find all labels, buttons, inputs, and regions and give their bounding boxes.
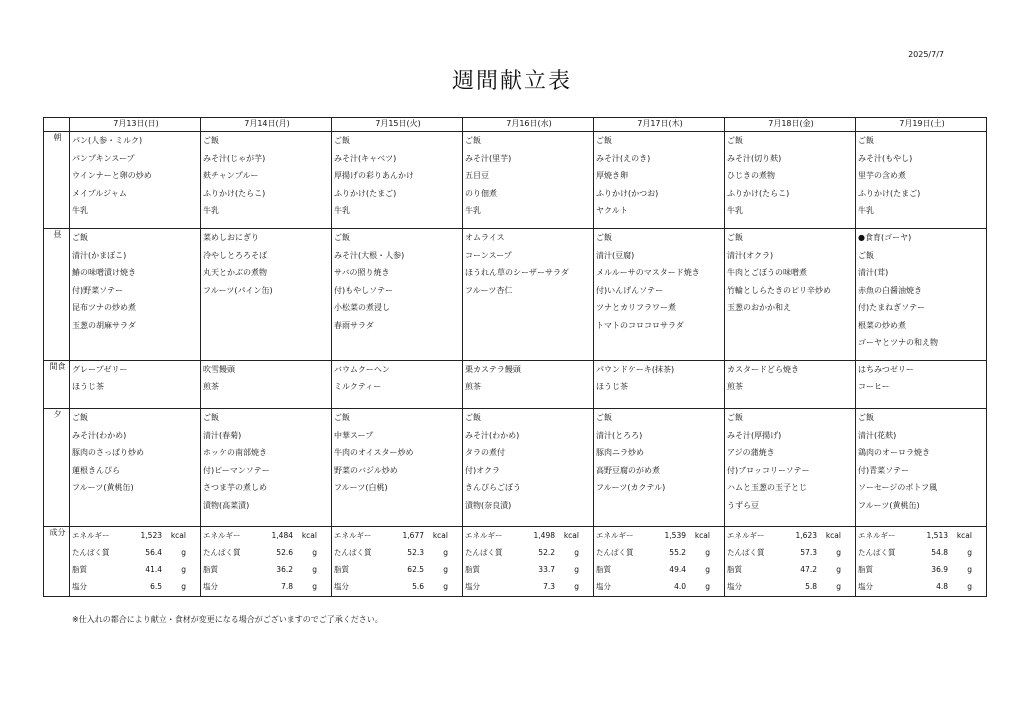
menu-item: 吹雪饅頭 — [203, 364, 235, 374]
menu-item: 五目豆 — [465, 171, 489, 180]
menu-item: 牛乳 — [72, 206, 88, 215]
nutrition-cell — [594, 526, 725, 596]
meal-row-snack — [44, 360, 987, 408]
menu-item: 牛乳 — [334, 206, 350, 215]
meal-label: 間食 — [44, 360, 70, 408]
nutrient-line — [465, 561, 593, 578]
nutrient-unit: kcal — [956, 530, 972, 540]
nutrient-name: 塩分 — [727, 581, 742, 591]
nutrient-line — [858, 527, 986, 544]
meal-label: 昼 — [44, 229, 70, 361]
menu-item: ご飯 — [858, 413, 874, 423]
nutrient-value: 5.8 — [805, 581, 817, 591]
nutrient-line — [858, 578, 986, 595]
nutrient-unit: kcal — [432, 530, 448, 540]
nutrient-unit: g — [574, 547, 579, 557]
nutrient-unit: g — [574, 564, 579, 574]
menu-item: ご飯 — [727, 413, 743, 423]
menu-cell — [70, 229, 201, 361]
menu-cell — [856, 409, 987, 527]
menu-item: 付)オクラ — [465, 465, 500, 475]
nutrition-row — [44, 526, 987, 596]
day-header: 7月19日(土) — [856, 118, 987, 132]
nutrient-unit: g — [312, 547, 317, 557]
menu-item: 付)もやしソテー — [334, 285, 394, 295]
menu-item: 漬物(奈良漬) — [465, 500, 512, 510]
document-date: 2025/7/7 — [908, 50, 944, 59]
nutrient-value: 4.8 — [936, 581, 948, 591]
menu-item: ご飯 — [465, 136, 481, 145]
menu-item: みそ汁(大根・人参) — [334, 250, 405, 260]
menu-item: フルーツ(黄桃缶) — [72, 483, 134, 493]
nutrient-line — [727, 544, 855, 561]
nutrient-line — [465, 578, 593, 595]
nutrient-name: エネルギー — [596, 530, 634, 540]
nutrient-value: 54.8 — [931, 547, 948, 557]
menu-item: バウムクーヘン — [334, 364, 390, 374]
nutrient-unit: g — [312, 581, 317, 591]
menu-item: ご飯 — [858, 136, 874, 145]
nutrient-value: 1,513 — [926, 530, 948, 540]
nutrient-line — [203, 544, 331, 561]
nutrition-cell — [463, 526, 594, 596]
menu-item: 清汁(とろろ) — [596, 430, 643, 440]
menu-item: のり佃煮 — [465, 188, 497, 198]
menu-item: 根菜の炒め煮 — [858, 320, 906, 330]
nutrient-line — [596, 561, 724, 578]
menu-item: 栗カステラ饅頭 — [465, 364, 521, 374]
menu-item: 付)ピーマンソテー — [203, 465, 270, 475]
menu-item: 牛肉のオイスター炒め — [334, 448, 414, 458]
nutrient-unit: g — [443, 581, 448, 591]
menu-item: フルーツ(カクテル) — [596, 483, 666, 493]
menu-cell — [725, 360, 856, 408]
nutrient-name: エネルギー — [203, 530, 241, 540]
nutrient-unit: g — [836, 564, 841, 574]
menu-item: ご飯 — [727, 233, 743, 243]
nutrient-value: 1,623 — [795, 530, 817, 540]
menu-item: さつま芋の煮しめ — [203, 483, 267, 493]
menu-item: 竹輪としらたきのピリ辛炒め — [727, 285, 831, 295]
nutrient-name: 脂質 — [465, 564, 480, 574]
nutrient-value: 1,498 — [533, 530, 555, 540]
nutrient-value: 1,484 — [271, 530, 293, 540]
menu-item: 鶏肉のオーロラ焼き — [858, 448, 930, 458]
nutrient-value: 55.2 — [669, 547, 686, 557]
menu-item: 清汁(春菊) — [203, 430, 242, 440]
menu-cell — [332, 132, 463, 229]
menu-item: ほうじ茶 — [596, 382, 628, 392]
menu-item: ご飯 — [203, 413, 219, 423]
menu-item: ふりかけ(たまご) — [858, 188, 921, 198]
meal-row-breakfast — [44, 132, 987, 229]
menu-item: 豚肉のさっぱり炒め — [72, 448, 144, 458]
menu-item: 付)青菜ソテー — [858, 465, 910, 475]
day-header: 7月17日(木) — [594, 118, 725, 132]
menu-cell — [725, 229, 856, 361]
nutrient-line — [334, 561, 462, 578]
nutrient-line — [334, 544, 462, 561]
menu-item: グレープゼリー — [72, 364, 128, 374]
day-header: 7月15日(火) — [332, 118, 463, 132]
nutrient-unit: g — [181, 547, 186, 557]
menu-item: ゴーヤとツナの和え物 — [858, 338, 938, 348]
menu-item: パン(人参・ミルク) — [72, 136, 143, 145]
menu-item: 蓮根きんぴら — [72, 465, 120, 475]
menu-item: カスタードどら焼き — [727, 364, 799, 374]
nutrient-value: 52.3 — [407, 547, 424, 557]
nutrient-name: たんぱく質 — [72, 547, 110, 557]
menu-item: 漬物(高菜漬) — [203, 500, 250, 510]
menu-item: 小松菜の煮浸し — [334, 303, 390, 313]
menu-item: 煎茶 — [465, 382, 481, 392]
menu-cell — [463, 409, 594, 527]
nutrient-line — [596, 578, 724, 595]
menu-cell — [201, 132, 332, 229]
nutrition-cell — [332, 526, 463, 596]
menu-item: ウインナーと卵の炒め — [72, 171, 152, 180]
menu-item: ご飯 — [334, 233, 350, 243]
menu-item: ご飯 — [858, 250, 874, 260]
nutrient-unit: g — [967, 547, 972, 557]
menu-item: フルーツ杏仁 — [465, 285, 513, 295]
menu-item: 清汁(花麸) — [858, 430, 897, 440]
nutrition-cell — [201, 526, 332, 596]
nutrient-value: 5.6 — [412, 581, 424, 591]
menu-item: ご飯 — [596, 136, 612, 145]
nutrient-line — [727, 527, 855, 544]
menu-item: 清汁(オクラ) — [727, 250, 774, 260]
menu-cell — [594, 409, 725, 527]
menu-item: 厚焼き卵 — [596, 171, 628, 180]
menu-item: ご飯 — [334, 136, 350, 145]
nutrient-name: たんぱく質 — [465, 547, 503, 557]
menu-item: きんぴらごぼう — [465, 483, 521, 493]
menu-cell — [70, 132, 201, 229]
menu-cell — [463, 132, 594, 229]
nutrient-line — [334, 527, 462, 544]
nutrient-value: 7.3 — [543, 581, 555, 591]
nutrient-value: 56.4 — [145, 547, 162, 557]
menu-item: 麸チャンプルー — [203, 171, 259, 180]
meal-label: 夕 — [44, 409, 70, 527]
menu-item: ふりかけ(たらこ) — [203, 188, 266, 198]
menu-item: 玉葱の胡麻サラダ — [72, 320, 136, 330]
nutrient-name: 脂質 — [727, 564, 742, 574]
nutrient-name: 塩分 — [203, 581, 218, 591]
menu-cell — [332, 229, 463, 361]
menu-cell — [594, 132, 725, 229]
menu-cell — [201, 409, 332, 527]
menu-cell — [594, 229, 725, 361]
nutrient-value: 57.3 — [800, 547, 817, 557]
nutrient-unit: g — [181, 581, 186, 591]
nutrient-name: 脂質 — [596, 564, 611, 574]
menu-item: ご飯 — [727, 136, 743, 145]
menu-item: 中華スープ — [334, 430, 374, 440]
corner-cell — [44, 118, 70, 132]
nutrient-name: 脂質 — [203, 564, 218, 574]
menu-item: ツナとカリフラワー煮 — [596, 303, 676, 313]
menu-item: 清汁(豆腐) — [596, 250, 635, 260]
nutrient-name: たんぱく質 — [858, 547, 896, 557]
nutrient-value: 41.4 — [145, 564, 162, 574]
menu-cell — [594, 360, 725, 408]
menu-item: ほうれん草のシーザーサラダ — [465, 268, 569, 278]
nutrient-line — [727, 561, 855, 578]
menu-item: うずら豆 — [727, 500, 759, 510]
nutrient-line — [596, 527, 724, 544]
nutrient-unit: g — [181, 564, 186, 574]
nutrient-unit: g — [443, 547, 448, 557]
nutrient-line — [465, 527, 593, 544]
menu-item: パウンドケーキ(抹茶) — [596, 364, 675, 374]
menu-item: ご飯 — [596, 413, 612, 423]
menu-item: みそ汁(わかめ) — [465, 430, 520, 440]
nutrient-unit: kcal — [301, 530, 317, 540]
nutrient-line — [72, 527, 200, 544]
menu-cell — [725, 409, 856, 527]
menu-item: ほうじ茶 — [72, 382, 104, 392]
nutrient-name: 塩分 — [596, 581, 611, 591]
menu-item: ご飯 — [72, 413, 88, 423]
nutrient-line — [203, 561, 331, 578]
menu-item: 牛肉とごぼうの味噌煮 — [727, 268, 807, 278]
menu-item: ソーセージのポトフ風 — [858, 483, 938, 493]
nutrient-name: たんぱく質 — [203, 547, 241, 557]
menu-item: 玉葱のおかか和え — [727, 303, 791, 313]
menu-cell — [463, 360, 594, 408]
menu-item: ご飯 — [72, 233, 88, 243]
nutrient-name: 塩分 — [858, 581, 873, 591]
nutrient-name: たんぱく質 — [596, 547, 634, 557]
nutrient-name: たんぱく質 — [334, 547, 372, 557]
nutrient-line — [72, 561, 200, 578]
menu-item: オムライス — [465, 233, 505, 243]
nutrient-line — [596, 544, 724, 561]
menu-item: 付)いんげんソテー — [596, 285, 664, 295]
nutrient-value: 7.8 — [281, 581, 293, 591]
menu-item: フルーツ(白桃) — [334, 483, 388, 493]
nutrient-value: 52.6 — [276, 547, 293, 557]
nutrient-name: エネルギー — [465, 530, 503, 540]
nutrient-value: 62.5 — [407, 564, 424, 574]
menu-item: ご飯 — [465, 413, 481, 423]
menu-cell — [201, 229, 332, 361]
menu-item: みそ汁(じゃが芋) — [203, 153, 266, 163]
nutrient-unit: kcal — [825, 530, 841, 540]
nutrient-line — [72, 578, 200, 595]
menu-item: みそ汁(キャベツ) — [334, 153, 397, 163]
nutrient-unit: g — [705, 564, 710, 574]
menu-cell — [70, 360, 201, 408]
meal-row-lunch — [44, 229, 987, 361]
menu-item: ご飯 — [334, 413, 350, 423]
nutrient-name: 塩分 — [72, 581, 87, 591]
menu-item: みそ汁(もやし) — [858, 153, 913, 163]
menu-item: 春雨サラダ — [334, 320, 374, 330]
menu-item: フルーツ(パイン缶) — [203, 285, 273, 295]
nutrient-name: 脂質 — [72, 564, 87, 574]
nutrient-value: 52.2 — [538, 547, 555, 557]
menu-item: メイプルジャム — [72, 188, 127, 198]
nutrient-unit: kcal — [563, 530, 579, 540]
menu-item: 付)野菜ソテー — [72, 285, 124, 295]
nutrient-value: 36.9 — [931, 564, 948, 574]
nutrient-line — [727, 578, 855, 595]
menu-item: コーヒー — [858, 382, 890, 392]
nutrient-unit: g — [312, 564, 317, 574]
nutrition-cell — [856, 526, 987, 596]
menu-item: 野菜のバジル炒め — [334, 465, 398, 475]
nutrient-value: 1,677 — [402, 530, 424, 540]
meal-label: 朝 — [44, 132, 70, 229]
nutrient-unit: g — [836, 547, 841, 557]
nutrient-name: 塩分 — [465, 581, 480, 591]
nutrient-unit: kcal — [170, 530, 186, 540]
menu-item: みそ汁(切り麸) — [727, 153, 782, 163]
menu-item: サバの照り焼き — [334, 268, 390, 278]
nutrient-value: 49.4 — [669, 564, 686, 574]
menu-item: ホッケの南部焼き — [203, 448, 267, 458]
menu-item: ヤクルト — [596, 206, 628, 215]
menu-item: ●食育(ゴーヤ) — [858, 233, 912, 243]
nutrient-unit: g — [967, 564, 972, 574]
menu-item: 付)たまねぎソテー — [858, 303, 926, 313]
menu-item: 清汁(茸) — [858, 268, 889, 278]
menu-item: 高野豆腐のがめ煮 — [596, 465, 660, 475]
nutrient-unit: g — [574, 581, 579, 591]
nutrient-name: 塩分 — [334, 581, 349, 591]
menu-item: ご飯 — [203, 136, 219, 145]
menu-item: ミルクティー — [334, 382, 382, 392]
nutrition-label: 成分 — [44, 526, 70, 596]
menu-item: ふりかけ(かつお) — [596, 188, 659, 198]
menu-item: 牛乳 — [203, 206, 219, 215]
menu-item: フルーツ(黄桃缶) — [858, 500, 920, 510]
nutrient-line — [858, 544, 986, 561]
nutrition-cell — [70, 526, 201, 596]
menu-item: ご飯 — [596, 233, 612, 243]
menu-item: 煎茶 — [727, 382, 743, 392]
nutrient-line — [334, 578, 462, 595]
menu-cell — [725, 132, 856, 229]
menu-item: メルルーサのマスタード焼き — [596, 268, 700, 278]
meal-row-dinner — [44, 409, 987, 527]
menu-item: 牛乳 — [727, 206, 743, 215]
nutrient-name: エネルギー — [72, 530, 110, 540]
menu-item: はちみつゼリー — [858, 364, 914, 374]
nutrient-name: 脂質 — [858, 564, 873, 574]
nutrient-line — [465, 544, 593, 561]
nutrient-line — [72, 544, 200, 561]
nutrient-value: 33.7 — [538, 564, 555, 574]
nutrient-name: たんぱく質 — [727, 547, 765, 557]
menu-item: 昆布ツナの炒め煮 — [72, 303, 136, 313]
day-header-row — [44, 118, 987, 132]
menu-cell — [463, 229, 594, 361]
menu-cell — [856, 132, 987, 229]
menu-cell — [201, 360, 332, 408]
menu-item: 厚揚げの彩りあんかけ — [334, 171, 414, 180]
nutrient-line — [203, 527, 331, 544]
menu-item: パンプキンスープ — [72, 153, 135, 163]
menu-cell — [856, 360, 987, 408]
nutrient-name: エネルギー — [727, 530, 765, 540]
nutrient-name: 脂質 — [334, 564, 349, 574]
menu-item: ふりかけ(たらこ) — [727, 188, 790, 198]
menu-item: ハムと玉葱の玉子とじ — [727, 483, 807, 493]
menu-item: みそ汁(里芋) — [465, 153, 512, 163]
menu-item: 菜めしおにぎり — [203, 233, 259, 243]
footnote: ※仕入れの都合により献立・食材が変更になる場合がございますのでご了承ください。 — [72, 615, 383, 624]
nutrient-line — [203, 578, 331, 595]
nutrient-value: 1,539 — [664, 530, 686, 540]
menu-item: 豚肉ニラ炒め — [596, 448, 644, 458]
day-header: 7月13日(日) — [70, 118, 201, 132]
menu-item: トマトのコロコロサラダ — [596, 320, 684, 330]
menu-item: 煎茶 — [203, 382, 219, 392]
menu-item: ひじきの煮物 — [727, 171, 775, 180]
weekly-menu-table — [43, 117, 987, 597]
menu-item: みそ汁(えのき) — [596, 153, 651, 163]
day-header: 7月14日(月) — [201, 118, 332, 132]
menu-item: みそ汁(厚揚げ) — [727, 430, 782, 440]
nutrient-name: エネルギー — [858, 530, 896, 540]
nutrition-cell — [725, 526, 856, 596]
nutrient-value: 6.5 — [150, 581, 162, 591]
nutrient-unit: g — [443, 564, 448, 574]
menu-item: 冷やしとろろそば — [203, 250, 267, 260]
menu-cell — [856, 229, 987, 361]
page-title: 週間献立表 — [451, 69, 572, 94]
nutrient-unit: kcal — [694, 530, 710, 540]
nutrient-value: 47.2 — [800, 564, 817, 574]
nutrient-value: 4.0 — [674, 581, 686, 591]
nutrient-unit: g — [967, 581, 972, 591]
day-header: 7月16日(水) — [463, 118, 594, 132]
menu-item: 丸天とかぶの煮物 — [203, 268, 267, 278]
nutrient-value: 36.2 — [276, 564, 293, 574]
menu-item: みそ汁(わかめ) — [72, 430, 127, 440]
nutrient-unit: g — [705, 547, 710, 557]
menu-item: タラの煮付 — [465, 448, 505, 458]
menu-cell — [332, 360, 463, 408]
menu-item: 清汁(かまぼこ) — [72, 250, 127, 260]
nutrient-line — [858, 561, 986, 578]
menu-item: 牛乳 — [858, 206, 874, 215]
menu-item: ふりかけ(たまご) — [334, 188, 397, 198]
menu-item: 付)ブロッコリーソテー — [727, 465, 810, 475]
menu-item: 里芋の含め煮 — [858, 171, 906, 180]
nutrient-unit: g — [836, 581, 841, 591]
menu-item: アジの蒲焼き — [727, 448, 775, 458]
menu-item: 鰆の味噌漬け焼き — [72, 268, 136, 278]
nutrient-value: 1,523 — [140, 530, 162, 540]
menu-item: 赤魚の白醤油焼き — [858, 285, 922, 295]
nutrient-unit: g — [705, 581, 710, 591]
menu-cell — [70, 409, 201, 527]
menu-item: コーンスープ — [465, 250, 512, 260]
menu-cell — [332, 409, 463, 527]
day-header: 7月18日(金) — [725, 118, 856, 132]
menu-item: 牛乳 — [465, 206, 481, 215]
nutrient-name: エネルギー — [334, 530, 372, 540]
